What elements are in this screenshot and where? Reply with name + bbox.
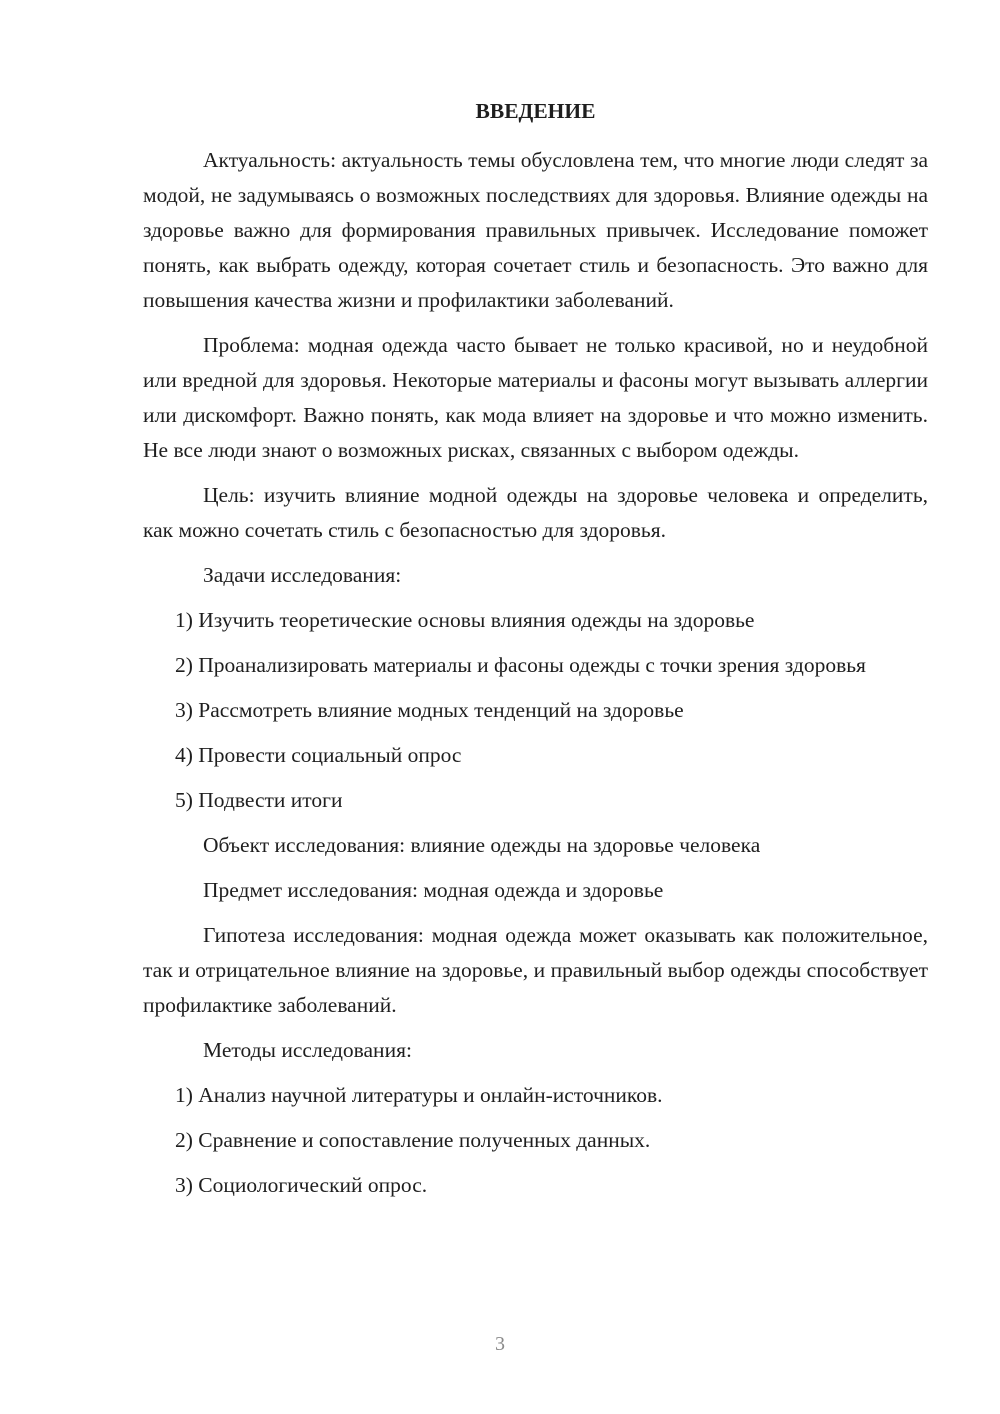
method-item-2: 2) Сравнение и сопоставление полученных данных. [175,1128,651,1152]
tasks-heading: Задачи исследования: [203,563,402,587]
subject-paragraph: Предмет исследования: модная одежда и здоровье [203,878,664,902]
relevance-paragraph: Актуальность: актуальность темы обусловлена тем, что многие люди следят за модой, не задумываясь о возможных последствиях для здоровья. Влияние одежды на здоровье важно для формирования правильных привычек. Исследование поможет понять, как выбрать одежду, которая сочетает стиль и безопасность. Это важно для повышения качества жизни и профилактики заболеваний. [143,148,928,312]
method-item-1: 1) Анализ научной литературы и онлайн-источников. [175,1083,663,1107]
task-item-1: 1) Изучить теоретические основы влияния одежды на здоровье [175,608,755,632]
goal-paragraph: Цель: изучить влияние модной одежды на здоровье человека и определить, как можно сочетать стиль с безопасностью для здоровья. [143,483,928,542]
task-item-4: 4) Провести социальный опрос [175,743,462,767]
problem-paragraph: Проблема: модная одежда часто бывает не только красивой, но и неудобной или вредной для здоровья. Некоторые материалы и фасоны могут вызывать аллергии или дискомфорт. Важно понять, как мода влияет на здоровье и что можно изменить. Не все люди знают о возможных рисках, связанных с выбором одежды. [143,333,928,462]
task-item-5: 5) Подвести итоги [175,788,343,812]
methods-heading: Методы исследования: [203,1038,412,1062]
method-item-3: 3) Социологический опрос. [175,1173,428,1197]
object-paragraph: Объект исследования: влияние одежды на здоровье человека [203,833,761,857]
task-item-2: 2) Проанализировать материалы и фасоны одежды с точки зрения здоровья [175,653,866,677]
document-page [143,94,928,1213]
page-number: 3 [495,1333,505,1355]
section-title: ВВЕДЕНИЕ [475,99,596,123]
hypothesis-paragraph: Гипотеза исследования: модная одежда может оказывать как положительное, так и отрицательное влияние на здоровье, и правильный выбор одежды способствует профилактике заболеваний. [143,923,928,1017]
task-item-3: 3) Рассмотреть влияние модных тенденций на здоровье [175,698,684,722]
